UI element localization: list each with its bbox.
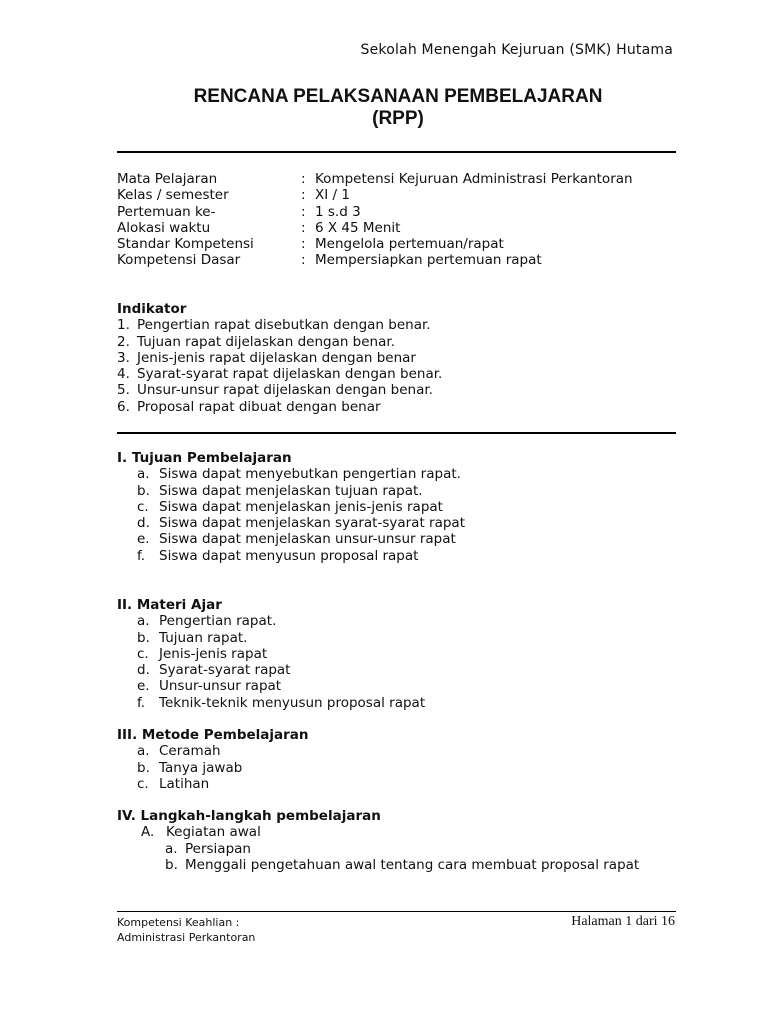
info-row bbox=[117, 252, 633, 268]
info-colon: : bbox=[301, 219, 306, 236]
info-colon: : bbox=[301, 187, 306, 204]
list-item bbox=[117, 695, 425, 711]
tujuan-heading: I. Tujuan Pembelajaran bbox=[117, 450, 292, 466]
langkah-heading: IV. Langkah-langkah pembelajaran bbox=[117, 808, 381, 824]
langkah-section bbox=[117, 808, 639, 873]
list-item bbox=[117, 366, 442, 382]
item-letter: d. bbox=[137, 515, 150, 532]
item-number: 1. bbox=[117, 317, 130, 334]
info-value: XI / 1 bbox=[315, 187, 350, 204]
info-label: Standar Kompetensi bbox=[117, 236, 254, 253]
item-number: 5. bbox=[117, 382, 130, 399]
item-letter: f. bbox=[137, 547, 146, 564]
item-text: Siswa dapat menyebutkan pengertian rapat. bbox=[159, 466, 461, 483]
item-letter: c. bbox=[137, 775, 149, 792]
item-text: Kegiatan awal bbox=[166, 824, 261, 841]
info-value: Kompetensi Kejuruan Administrasi Perkantoran bbox=[315, 171, 633, 187]
info-value: Mengelola pertemuan/rapat bbox=[315, 236, 504, 253]
list-item bbox=[117, 743, 309, 759]
item-letter: d. bbox=[137, 662, 150, 679]
item-text: Syarat-syarat rapat bbox=[159, 662, 291, 679]
item-text: Pengertian rapat disebutkan dengan benar. bbox=[137, 317, 431, 334]
footer-line-1: Kompetensi Keahlian : bbox=[117, 916, 240, 929]
tujuan-section bbox=[117, 450, 465, 564]
materi-section bbox=[117, 597, 425, 711]
list-item bbox=[117, 399, 442, 415]
divider-middle bbox=[117, 432, 676, 434]
item-text: Siswa dapat menjelaskan jenis-jenis rapat bbox=[159, 498, 443, 515]
item-text: Siswa dapat menjelaskan tujuan rapat. bbox=[159, 482, 423, 499]
item-letter: a. bbox=[165, 840, 178, 857]
item-text: Pengertian rapat. bbox=[159, 613, 277, 630]
item-text: Tujuan rapat. bbox=[159, 629, 248, 646]
footer-line-2: Administrasi Perkantoran bbox=[117, 931, 256, 944]
indikator-heading: Indikator bbox=[117, 301, 187, 317]
item-letter: b. bbox=[137, 759, 150, 776]
list-item bbox=[117, 857, 639, 873]
list-item bbox=[117, 334, 442, 350]
info-colon: : bbox=[301, 236, 306, 253]
title-line-2: (RPP) bbox=[372, 108, 424, 129]
list-item bbox=[117, 350, 442, 366]
document-title bbox=[100, 86, 696, 130]
list-item bbox=[117, 662, 425, 678]
item-number: 4. bbox=[117, 366, 130, 383]
info-label: Kompetensi Dasar bbox=[117, 252, 241, 269]
item-text: Siswa dapat menyusun proposal rapat bbox=[159, 547, 419, 564]
page-number: Halaman 1 dari 16 bbox=[571, 914, 675, 929]
metode-section bbox=[117, 727, 309, 792]
info-colon: : bbox=[301, 203, 306, 220]
list-item bbox=[117, 499, 465, 515]
list-item bbox=[117, 382, 442, 398]
footer-divider bbox=[117, 911, 676, 912]
sub-heading bbox=[117, 824, 639, 840]
item-text: Siswa dapat menjelaskan unsur-unsur rapat bbox=[159, 531, 456, 548]
item-text: Syarat-syarat rapat dijelaskan dengan benar. bbox=[137, 366, 443, 383]
item-text: Ceramah bbox=[159, 743, 221, 760]
list-item bbox=[117, 613, 425, 629]
info-colon: : bbox=[301, 171, 306, 187]
item-letter: a. bbox=[137, 466, 150, 483]
item-letter: f. bbox=[137, 694, 146, 711]
info-label: Alokasi waktu bbox=[117, 219, 211, 236]
info-row bbox=[117, 220, 633, 236]
info-colon: : bbox=[301, 252, 306, 269]
info-value: 1 s.d 3 bbox=[315, 203, 361, 220]
info-table bbox=[117, 171, 633, 269]
metode-heading: III. Metode Pembelajaran bbox=[117, 727, 309, 743]
list-item bbox=[117, 548, 465, 564]
item-text: Teknik-teknik menyusun proposal rapat bbox=[159, 694, 426, 711]
info-row bbox=[117, 236, 633, 252]
footer-competency bbox=[117, 915, 255, 945]
item-letter: e. bbox=[137, 531, 150, 548]
item-letter: b. bbox=[137, 482, 150, 499]
list-item bbox=[117, 466, 465, 482]
item-letter: e. bbox=[137, 678, 150, 695]
item-letter: a. bbox=[137, 743, 150, 760]
divider-top bbox=[117, 151, 676, 153]
info-row bbox=[117, 187, 633, 203]
item-letter: A. bbox=[141, 824, 155, 841]
info-label: Mata Pelajaran bbox=[117, 171, 218, 187]
item-number: 3. bbox=[117, 349, 130, 366]
info-row bbox=[117, 204, 633, 220]
info-value: 6 X 45 Menit bbox=[315, 219, 401, 236]
list-item bbox=[117, 678, 425, 694]
item-letter: b. bbox=[165, 856, 178, 873]
info-label: Pertemuan ke- bbox=[117, 203, 216, 220]
item-letter: b. bbox=[137, 629, 150, 646]
item-text: Unsur-unsur rapat dijelaskan dengan benar. bbox=[137, 382, 433, 399]
item-text: Proposal rapat dibuat dengan benar bbox=[137, 398, 381, 415]
item-text: Siswa dapat menjelaskan syarat-syarat rapat bbox=[159, 515, 465, 532]
item-letter: c. bbox=[137, 498, 149, 515]
list-item bbox=[117, 841, 639, 857]
item-text: Jenis-jenis rapat dijelaskan dengan benar bbox=[137, 349, 416, 366]
item-letter: a. bbox=[137, 613, 150, 630]
info-label: Kelas / semester bbox=[117, 187, 229, 204]
title-line-1: RENCANA PELAKSANAAN PEMBELAJARAN bbox=[193, 86, 603, 107]
info-value: Mempersiapkan pertemuan rapat bbox=[315, 252, 542, 269]
list-item bbox=[117, 515, 465, 531]
list-item bbox=[117, 760, 309, 776]
list-item bbox=[117, 317, 442, 333]
item-text: Menggali pengetahuan awal tentang cara membuat proposal rapat bbox=[185, 856, 640, 873]
list-item bbox=[117, 630, 425, 646]
item-text: Unsur-unsur rapat bbox=[159, 678, 282, 695]
list-item bbox=[117, 646, 425, 662]
list-item bbox=[117, 483, 465, 499]
item-text: Jenis-jenis rapat bbox=[159, 645, 268, 662]
indikator-section bbox=[117, 301, 442, 415]
list-item bbox=[117, 776, 309, 792]
info-row bbox=[117, 171, 633, 187]
item-text: Latihan bbox=[159, 775, 210, 792]
item-text: Persiapan bbox=[185, 840, 251, 857]
item-text: Tanya jawab bbox=[159, 759, 243, 776]
materi-heading: II. Materi Ajar bbox=[117, 597, 222, 613]
list-item bbox=[117, 531, 465, 547]
school-name: Sekolah Menengah Kejuruan (SMK) Hutama bbox=[360, 42, 673, 58]
item-number: 6. bbox=[117, 398, 130, 415]
item-number: 2. bbox=[117, 333, 130, 350]
item-letter: c. bbox=[137, 645, 149, 662]
item-text: Tujuan rapat dijelaskan dengan benar. bbox=[137, 333, 395, 350]
